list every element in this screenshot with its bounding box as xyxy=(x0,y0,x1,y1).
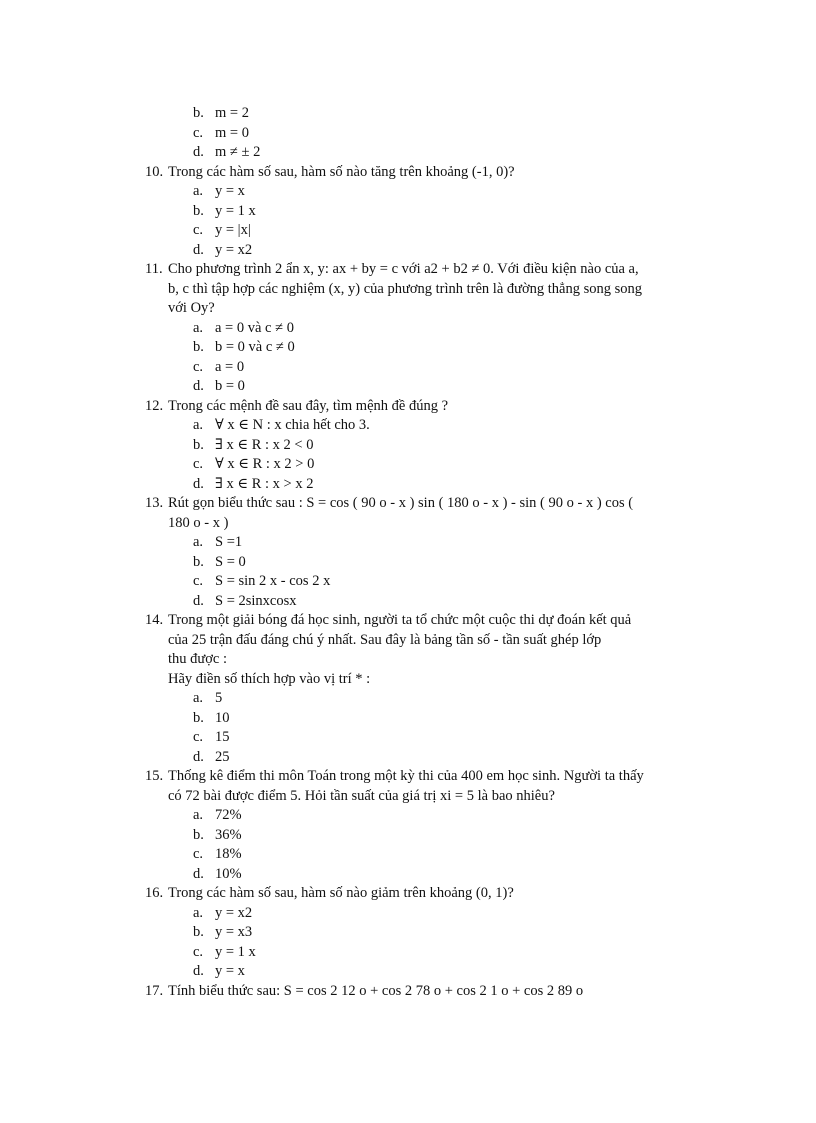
question-continuation xyxy=(0,787,816,807)
option-letter: b. xyxy=(193,339,204,355)
option-letter: d. xyxy=(193,378,204,394)
question-number: 16. xyxy=(145,885,164,901)
answer-option xyxy=(0,338,816,358)
answer-option xyxy=(0,904,816,924)
option-text: a = 0 xyxy=(215,358,245,375)
answer-option xyxy=(0,202,816,222)
option-letter: c. xyxy=(193,222,204,238)
question-number: 14. xyxy=(145,612,164,628)
answer-option xyxy=(0,416,816,436)
option-text: 72% xyxy=(215,807,242,823)
option-text: 15 xyxy=(215,729,230,745)
question-line xyxy=(0,767,816,787)
answer-option xyxy=(0,104,816,124)
option-letter: c. xyxy=(193,124,204,141)
answer-option xyxy=(0,241,816,261)
option-text: ∃ x ∈ R : x 2 < 0 xyxy=(215,436,314,453)
answer-option xyxy=(0,845,816,865)
option-text: S =1 xyxy=(215,534,243,550)
option-letter: c. xyxy=(193,456,204,472)
question-text: với Oy? xyxy=(168,300,215,316)
option-text: y = x xyxy=(215,963,245,979)
option-letter: a. xyxy=(193,904,204,921)
question-text: Trong các hàm số sau, hàm số nào tăng trên khoảng (-1, 0)? xyxy=(168,163,515,180)
question-number: 11. xyxy=(145,261,163,277)
option-text: m ≠ ± 2 xyxy=(215,144,261,160)
answer-option xyxy=(0,572,816,592)
option-letter: a. xyxy=(193,417,204,433)
option-text: m = 0 xyxy=(215,124,249,141)
answer-option xyxy=(0,728,816,748)
option-letter: d. xyxy=(193,748,204,765)
answer-option xyxy=(0,748,816,768)
option-text: S = sin 2 x - cos 2 x xyxy=(215,573,331,589)
option-letter: b. xyxy=(193,105,204,121)
question-text: thu được : xyxy=(168,651,228,667)
question-continuation xyxy=(0,514,816,534)
option-letter: a. xyxy=(193,690,204,706)
question-text: có 72 bài được điểm 5. Hỏi tần suất của giá trị xi = 5 là bao nhiêu? xyxy=(168,787,555,804)
question-text: Trong các hàm số sau, hàm số nào giảm trên khoảng (0, 1)? xyxy=(168,885,514,901)
option-text: m = 2 xyxy=(215,105,249,121)
answer-option xyxy=(0,143,816,163)
question-number: 15. xyxy=(145,768,164,784)
option-text: 5 xyxy=(215,690,223,706)
option-text: ∀ x ∈ R : x 2 > 0 xyxy=(215,456,315,472)
answer-option xyxy=(0,806,816,826)
option-letter: a. xyxy=(193,183,204,199)
question-line xyxy=(0,494,816,514)
question-text: Trong các mệnh đề sau đây, tìm mệnh đề đúng ? xyxy=(168,397,449,414)
question-line xyxy=(0,397,816,417)
option-text: 25 xyxy=(215,748,230,765)
option-letter: d. xyxy=(193,865,204,882)
question-text: Rút gọn biểu thức sau : S = cos ( 90 o - x ) sin ( 180 o - x ) - sin ( 90 o - x ) cos ( xyxy=(168,495,634,511)
question-continuation xyxy=(0,280,816,300)
answer-option xyxy=(0,533,816,553)
option-text: y = x xyxy=(215,183,245,199)
option-letter: c. xyxy=(193,846,204,862)
question-number: 12. xyxy=(145,397,164,414)
option-letter: d. xyxy=(193,241,204,258)
option-text: y = 1 x xyxy=(215,943,256,960)
option-letter: a. xyxy=(193,319,204,336)
option-letter: d. xyxy=(193,592,204,609)
option-letter: b. xyxy=(193,924,204,940)
question-line xyxy=(0,260,816,280)
question-line xyxy=(0,982,816,1002)
option-letter: b. xyxy=(193,436,204,453)
answer-option xyxy=(0,923,816,943)
option-text: y = x3 xyxy=(215,924,253,940)
question-text: b, c thì tập hợp các nghiệm (x, y) của phương trình trên là đường thẳng song song xyxy=(168,280,643,297)
option-letter: d. xyxy=(193,475,204,492)
answer-option xyxy=(0,689,816,709)
question-text: 180 o - x ) xyxy=(168,514,229,531)
option-letter: a. xyxy=(193,807,204,823)
option-letter: c. xyxy=(193,358,204,375)
question-continuation xyxy=(0,650,816,670)
option-text: S = 2sinxcosx xyxy=(215,592,297,609)
document-page xyxy=(0,104,816,1001)
answer-option xyxy=(0,124,816,144)
answer-option xyxy=(0,319,816,339)
option-text: S = 0 xyxy=(215,553,246,570)
answer-option xyxy=(0,455,816,475)
option-letter: b. xyxy=(193,709,204,726)
option-text: b = 0 xyxy=(215,378,245,394)
answer-option xyxy=(0,962,816,982)
option-text: 18% xyxy=(215,846,242,862)
option-letter: d. xyxy=(193,144,204,160)
option-text: y = 1 x xyxy=(215,202,256,219)
answer-option xyxy=(0,865,816,885)
answer-option xyxy=(0,826,816,846)
answer-option xyxy=(0,182,816,202)
question-continuation xyxy=(0,299,816,319)
question-continuation xyxy=(0,670,816,690)
question-number: 13. xyxy=(145,495,164,511)
answer-option xyxy=(0,709,816,729)
question-number: 10. xyxy=(145,163,164,180)
option-text: ∀ x ∈ N : x chia hết cho 3. xyxy=(215,417,370,433)
option-text: b = 0 và c ≠ 0 xyxy=(215,339,295,355)
question-text: của 25 trận đấu đáng chú ý nhất. Sau đây là bảng tần số - tần suất ghép lớp xyxy=(168,631,602,648)
option-text: 36% xyxy=(215,826,242,843)
option-letter: c. xyxy=(193,729,204,745)
question-line xyxy=(0,163,816,183)
option-letter: c. xyxy=(193,573,204,589)
option-text: 10 xyxy=(215,709,230,726)
option-text: y = |x| xyxy=(215,222,251,238)
option-letter: b. xyxy=(193,826,204,843)
option-text: 10% xyxy=(215,865,242,882)
question-text: Trong một giải bóng đá học sinh, người ta tổ chức một cuộc thi dự đoán kết quả xyxy=(168,612,632,628)
question-text: Hãy điền số thích hợp vào vị trí * : xyxy=(168,670,371,687)
question-text: Tính biểu thức sau: S = cos 2 12 o + cos 2 78 o + cos 2 1 o + cos 2 89 o xyxy=(168,982,584,999)
question-line xyxy=(0,611,816,631)
option-letter: a. xyxy=(193,534,204,550)
answer-option xyxy=(0,358,816,378)
option-letter: b. xyxy=(193,202,204,219)
option-text: a = 0 và c ≠ 0 xyxy=(215,319,294,336)
option-text: y = x2 xyxy=(215,241,253,258)
answer-option xyxy=(0,475,816,495)
question-text: Thống kê điểm thi môn Toán trong một kỳ thi của 400 em học sinh. Người ta thấy xyxy=(168,768,644,784)
answer-option xyxy=(0,943,816,963)
question-text: Cho phương trình 2 ẩn x, y: ax + by = c với a2 + b2 ≠ 0. Với điều kiện nào của a, xyxy=(168,261,639,277)
option-letter: c. xyxy=(193,943,204,960)
answer-option xyxy=(0,221,816,241)
option-text: ∃ x ∈ R : x > x 2 xyxy=(215,475,314,492)
option-letter: b. xyxy=(193,553,204,570)
question-number: 17. xyxy=(145,982,164,999)
option-text: y = x2 xyxy=(215,904,253,921)
answer-option xyxy=(0,553,816,573)
answer-option xyxy=(0,436,816,456)
question-continuation xyxy=(0,631,816,651)
question-line xyxy=(0,884,816,904)
option-letter: d. xyxy=(193,963,204,979)
answer-option xyxy=(0,377,816,397)
answer-option xyxy=(0,592,816,612)
